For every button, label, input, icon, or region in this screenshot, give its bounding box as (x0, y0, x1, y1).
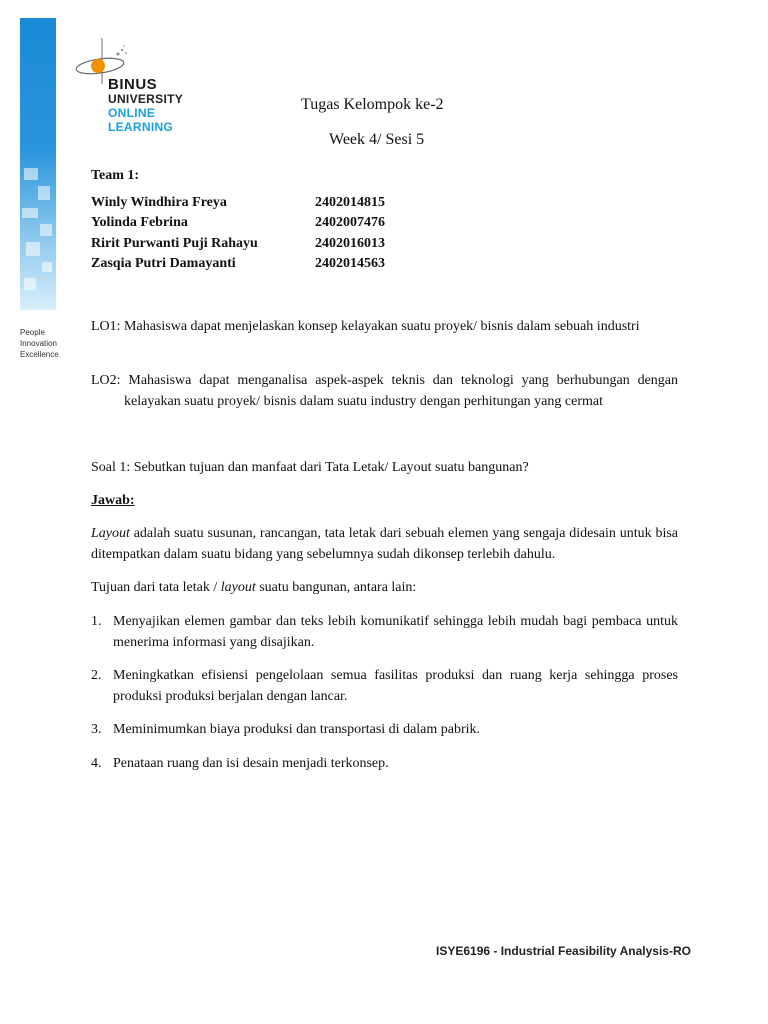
intro-after: suatu bangunan, antara lain: (255, 580, 417, 595)
list-number: 1. (91, 614, 102, 629)
page-footer: ISYE6196 - Industrial Feasibility Analysis-RO (436, 944, 691, 958)
logo-text-learning: LEARNING (108, 120, 174, 134)
team-member-row (91, 215, 411, 235)
purpose-list-item (91, 665, 678, 707)
answer-label: Jawab: (91, 493, 135, 508)
list-number: 3. (91, 722, 102, 737)
tagline-line: People (20, 328, 45, 337)
learning-outcome-2 (91, 370, 678, 412)
team-member-row (91, 236, 411, 256)
answer-label-row (91, 490, 678, 511)
learning-outcome-1 (91, 316, 678, 337)
purpose-list-item (91, 753, 678, 774)
intro-before: Tujuan dari tata letak / (91, 580, 221, 595)
team-member-row (91, 256, 411, 276)
intro-term: layout (220, 580, 256, 595)
lo2-text: LO2: Mahasiswa dapat menganalisa aspek-aspek teknis dan teknologi yang berhubungan dengan kelayakan suatu proyek/ bisnis dalam suatu industry dengan perhitungan yang cermat (91, 373, 678, 409)
list-number: 2. (91, 668, 102, 683)
purpose-intro (91, 577, 678, 598)
lo1-text: LO1: Mahasiswa dapat menjelaskan konsep kelayakan suatu proyek/ bisnis dalam sebuah industri (91, 319, 640, 334)
list-text: Menyajikan elemen gambar dan teks lebih komunikatif sehingga lebih mudah bagi pembaca untuk menerima informasi yang disajikan. (113, 614, 678, 650)
logo-text-online: ONLINE (108, 106, 156, 120)
purpose-list-item (91, 611, 678, 653)
list-text: Penataan ruang dan isi desain menjadi terkonsep. (113, 756, 389, 771)
tagline-line: Excellence (20, 350, 59, 359)
member-name: Zasqia Putri Damayanti (91, 256, 236, 271)
member-id: 2402014563 (315, 256, 385, 271)
subtitle-text: Week 4/ Sesi 5 (329, 131, 425, 148)
definition-text: adalah suatu susunan, rancangan, tata letak dari sebuah elemen yang sengaja didesain untuk bisa ditempatkan dalam suatu bidang yang sebelumnya sudah dikonsep terlebih dahulu. (91, 526, 678, 562)
question-text: Soal 1: Sebutkan tujuan dan manfaat dari Tata Letak/ Layout suatu bangunan? (91, 460, 529, 475)
title-text: Tugas Kelompok ke-2 (301, 96, 444, 113)
list-text: Meningkatkan efisiensi pengelolaan semua fasilitas produksi dan ruang kerja sehingga proses produksi produksi berjalan dengan lancar. (113, 668, 678, 704)
member-name: Winly Windhira Freya (91, 195, 227, 210)
logo-text-university: UNIVERSITY (108, 92, 184, 106)
team-member-row (91, 195, 411, 215)
decorative-side-strip (20, 18, 56, 310)
logo-text-binus: BINUS (108, 76, 158, 93)
member-name: Ririt Purwanti Puji Rahayu (91, 236, 258, 251)
member-id: 2402007476 (315, 215, 385, 230)
member-id: 2402016013 (315, 236, 385, 251)
member-id: 2402014815 (315, 195, 385, 210)
list-text: Meminimumkan biaya produksi dan transportasi di dalam pabrik. (113, 722, 481, 737)
definition-term: Layout (91, 526, 130, 541)
team-label: Team 1: (91, 168, 140, 183)
tagline-line: Innovation (20, 339, 57, 348)
university-tagline (20, 327, 80, 360)
purpose-list-item (91, 719, 678, 740)
layout-definition (91, 523, 678, 565)
binus-logo (72, 36, 192, 140)
list-number: 4. (91, 756, 102, 771)
member-name: Yolinda Febrina (91, 215, 188, 230)
